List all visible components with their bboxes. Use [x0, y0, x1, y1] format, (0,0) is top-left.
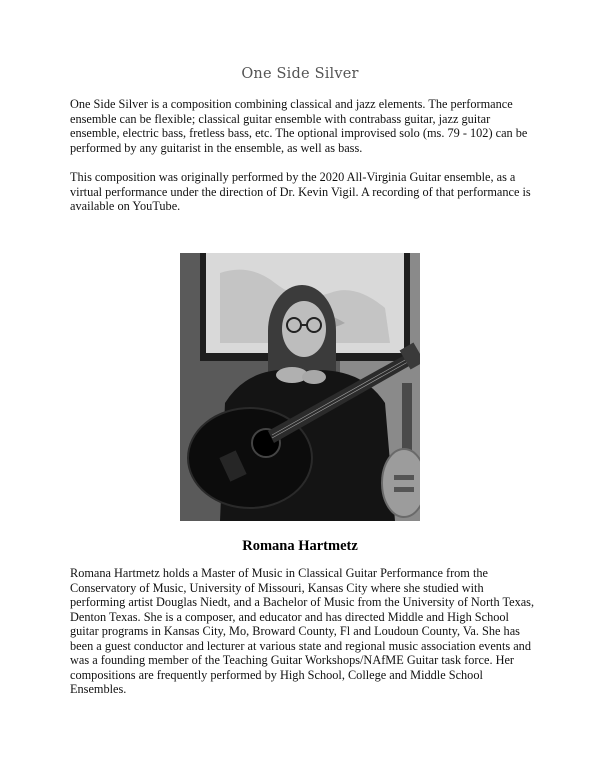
composer-photo [180, 253, 420, 521]
intro-paragraph-1: One Side Silver is a composition combining classical and jazz elements. The performance ensemble can be flexible; classical guitar ensemble with contrabass guitar, jazz guitar ensemble, electric bass, fretless bass, etc. The optional improvised solo (ms. 79 - 102) can be performed by any guitarist in the ensemble, as well as bass. [70, 97, 528, 155]
photo-caption: Romana Hartmetz [242, 538, 358, 554]
document-title: One Side Silver [241, 66, 359, 82]
intro-paragraph-2: This composition was originally performed by the 2020 All-Virginia Guitar ensemble, as a virtual performance under the direction of Dr. Kevin Vigil. A recording of that performance is available on YouTube. [70, 170, 531, 213]
bio-paragraph: Romana Hartmetz holds a Master of Music in Classical Guitar Performance from the Conservatory of Music, University of Missouri, Kansas City where she studied with performing artist Douglas Niedt, and a Bachelor of Music from the University of North Texas, Denton Texas. She is a composer, and educator and has directed Middle and High School guitar programs in Kansas City, Mo, Broward County, Fl and Loudoun County, Va. She has been a guest conductor and lecturer at various state and regional music association events and was a founding member of the Teaching Guitar Workshops/NAfME Guitar task force. Her compositions are frequently performed by High School, College and Middle School Ensembles. [70, 566, 535, 696]
